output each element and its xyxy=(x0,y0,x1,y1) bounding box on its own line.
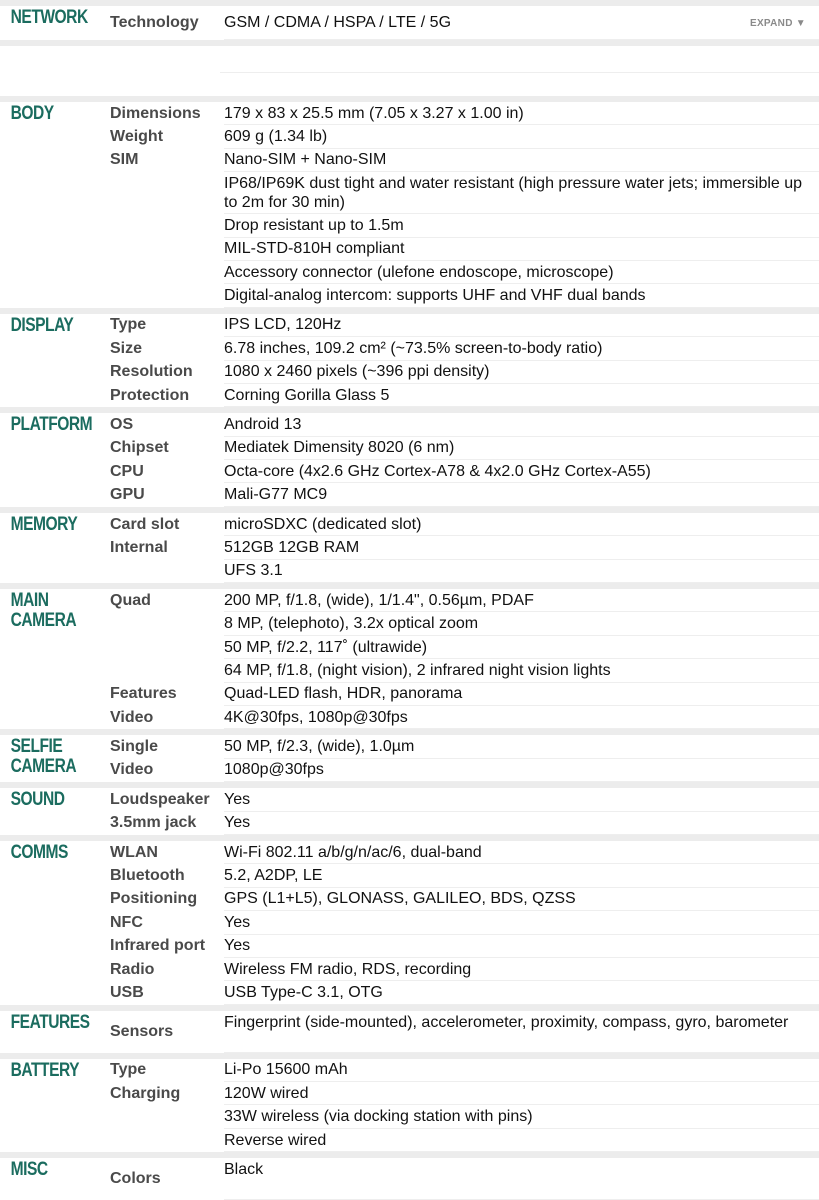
spec-value: USB Type-C 3.1, OTG xyxy=(224,981,819,1004)
expand-button[interactable]: EXPAND ▼ xyxy=(749,18,806,29)
spec-label[interactable]: OS xyxy=(110,415,134,433)
spec-row xyxy=(100,102,819,125)
spec-value: 609 g (1.34 lb) xyxy=(224,125,819,148)
spec-value: Wi-Fi 802.11 a/b/g/n/ac/6, dual-band xyxy=(224,841,819,864)
spec-row xyxy=(100,612,819,635)
spec-label[interactable]: Positioning xyxy=(110,890,198,908)
spec-label[interactable]: Video xyxy=(110,708,154,726)
spec-row xyxy=(100,1082,819,1105)
spec-row xyxy=(100,413,819,436)
spec-label[interactable]: Size xyxy=(110,339,143,357)
spec-label[interactable]: Single xyxy=(110,738,159,756)
spec-row xyxy=(100,384,819,407)
spec-value: MIL-STD-810H compliant xyxy=(224,238,819,261)
spec-row xyxy=(100,683,819,706)
spec-value: GPS (L1+L5), GLONASS, GALILEO, BDS, QZSS xyxy=(224,888,819,911)
spec-section-sound xyxy=(0,782,819,835)
spec-row xyxy=(100,735,819,758)
spec-value: 200 MP, f/1.8, (wide), 1/1.4", 0.56µm, PDAF xyxy=(224,589,819,612)
spec-label[interactable]: 3.5mm jack xyxy=(110,814,197,832)
spec-row xyxy=(100,261,819,284)
spec-label[interactable]: CPU xyxy=(110,462,144,480)
section-title[interactable]: NETWORK xyxy=(10,7,88,28)
spec-section-comms xyxy=(0,835,819,1005)
spec-value: IPS LCD, 120Hz xyxy=(224,314,819,337)
spec-row xyxy=(100,935,819,958)
spec-value: 120W wired xyxy=(224,1082,819,1105)
spec-label[interactable]: Type xyxy=(110,316,147,334)
spec-row xyxy=(100,636,819,659)
spec-row xyxy=(100,361,819,384)
spec-row xyxy=(100,841,819,864)
spec-value: Corning Gorilla Glass 5 xyxy=(224,384,819,407)
network-expand-area xyxy=(0,40,819,96)
spec-section-memory xyxy=(0,507,819,583)
spec-label[interactable]: SIM xyxy=(110,151,139,169)
section-title[interactable]: SOUND xyxy=(10,789,65,811)
spec-label[interactable]: Sensors xyxy=(110,1022,174,1040)
spec-value: Mali-G77 MC9 xyxy=(224,483,819,506)
spec-section-platform xyxy=(0,407,819,507)
spec-row xyxy=(100,888,819,911)
spec-label[interactable]: Infrared port xyxy=(110,937,206,955)
spec-label[interactable]: Charging xyxy=(110,1084,181,1102)
spec-row xyxy=(100,214,819,237)
spec-value: 1080p@30fps xyxy=(224,759,819,782)
divider xyxy=(220,72,819,73)
spec-row xyxy=(100,460,819,483)
spec-label[interactable]: USB xyxy=(110,983,144,1001)
spec-value: Drop resistant up to 1.5m xyxy=(224,214,819,237)
spec-section-features xyxy=(0,1005,819,1053)
spec-row xyxy=(100,284,819,307)
spec-label[interactable]: GPU xyxy=(110,486,145,504)
spec-row xyxy=(100,958,819,981)
spec-value: Reverse wired xyxy=(224,1129,819,1152)
spec-value: Yes xyxy=(224,935,819,958)
spec-value: IP68/IP69K dust tight and water resistant (high pressure water jets; immersible up to 2m for 30 min) xyxy=(224,172,819,214)
spec-row xyxy=(100,759,819,782)
spec-value: Wireless FM radio, RDS, recording xyxy=(224,958,819,981)
spec-row xyxy=(100,149,819,172)
section-title[interactable]: MEMORY xyxy=(10,513,78,535)
spec-value: 50 MP, f/2.2, 117˚ (ultrawide) xyxy=(224,636,819,659)
spec-value: Black xyxy=(224,1158,819,1200)
spec-value: Yes xyxy=(224,812,819,835)
spec-row xyxy=(100,314,819,337)
spec-label[interactable]: Bluetooth xyxy=(110,867,185,885)
section-title[interactable]: BATTERY xyxy=(10,1059,80,1081)
spec-label[interactable]: Internal xyxy=(110,538,168,556)
section-title[interactable]: DISPLAY xyxy=(10,314,74,336)
spec-label[interactable]: Card slot xyxy=(110,515,180,533)
spec-section-selfie-camera xyxy=(0,729,819,782)
spec-row xyxy=(100,238,819,261)
spec-value: 8 MP, (telephoto), 3.2x optical zoom xyxy=(224,612,819,635)
spec-row xyxy=(100,706,819,729)
spec-label[interactable]: Chipset xyxy=(110,439,169,457)
section-title[interactable]: MISC xyxy=(10,1159,48,1181)
spec-value: Digital-analog intercom: supports UHF and VHF dual bands xyxy=(224,284,819,307)
spec-row xyxy=(100,864,819,887)
spec-row xyxy=(100,981,819,1004)
spec-label[interactable]: Quad xyxy=(110,591,151,609)
spec-value: 64 MP, f/1.8, (night vision), 2 infrared night vision lights xyxy=(224,659,819,682)
section-title[interactable]: FEATURES xyxy=(10,1011,90,1033)
spec-section-main-camera xyxy=(0,583,819,729)
spec-row xyxy=(100,337,819,360)
spec-value: 4K@30fps, 1080p@30fps xyxy=(224,706,819,729)
spec-row xyxy=(100,513,819,536)
spec-label[interactable]: WLAN xyxy=(110,843,158,861)
section-title[interactable]: SELFIE CAMERA xyxy=(10,736,77,778)
spec-row xyxy=(100,1059,819,1082)
spec-row xyxy=(100,589,819,612)
spec-section-display xyxy=(0,308,819,408)
spec-label[interactable]: Colors xyxy=(110,1170,161,1188)
spec-row xyxy=(100,125,819,148)
spec-label[interactable]: Video xyxy=(110,761,154,779)
spec-label[interactable]: Dimensions xyxy=(110,104,201,122)
spec-label[interactable]: Features xyxy=(110,685,177,703)
spec-label[interactable]: Resolution xyxy=(110,363,193,381)
spec-value: 179 x 83 x 25.5 mm (7.05 x 3.27 x 1.00 in) xyxy=(224,102,819,125)
spec-label[interactable]: Weight xyxy=(110,128,164,146)
spec-value: UFS 3.1 xyxy=(224,560,819,583)
spec-value: 512GB 12GB RAM xyxy=(224,536,819,559)
spec-value: Quad-LED flash, HDR, panorama xyxy=(224,683,819,706)
spec-row xyxy=(100,1129,819,1152)
spec-value: microSDXC (dedicated slot) xyxy=(224,513,819,536)
spec-label[interactable]: Technology xyxy=(110,14,199,31)
spec-value: 6.78 inches, 109.2 cm² (~73.5% screen-to-body ratio) xyxy=(224,337,819,360)
section-title[interactable]: COMMS xyxy=(10,841,68,863)
spec-value: 1080 x 2460 pixels (~396 ppi density) xyxy=(224,361,819,384)
spec-value: Fingerprint (side-mounted), accelerometer, proximity, compass, gyro, barometer xyxy=(224,1011,819,1053)
spec-section-misc xyxy=(0,1152,819,1200)
section-title[interactable]: PLATFORM xyxy=(10,414,93,436)
spec-value: Nano-SIM + Nano-SIM xyxy=(224,149,819,172)
spec-value: Li-Po 15600 mAh xyxy=(224,1059,819,1082)
spec-label[interactable]: Protection xyxy=(110,386,190,404)
spec-row xyxy=(100,659,819,682)
spec-label[interactable]: Loudspeaker xyxy=(110,790,210,808)
spec-row xyxy=(100,483,819,506)
spec-section-body xyxy=(0,96,819,308)
spec-row xyxy=(100,1158,819,1200)
spec-label[interactable]: Radio xyxy=(110,960,155,978)
spec-value: Yes xyxy=(224,911,819,934)
spec-value: GSM / CDMA / HSPA / LTE / 5G xyxy=(224,6,819,40)
spec-value: 5.2, A2DP, LE xyxy=(224,864,819,887)
section-title[interactable]: MAIN CAMERA xyxy=(10,590,77,632)
spec-value: Octa-core (4x2.6 GHz Cortex-A78 & 4x2.0 GHz Cortex-A55) xyxy=(224,460,819,483)
spec-row xyxy=(100,536,819,559)
spec-row xyxy=(100,911,819,934)
spec-value: Yes xyxy=(224,788,819,811)
spec-row xyxy=(100,172,819,214)
spec-row xyxy=(100,788,819,811)
spec-section-network xyxy=(0,0,819,40)
spec-row xyxy=(100,1011,819,1053)
spec-value: 50 MP, f/2.3, (wide), 1.0µm xyxy=(224,735,819,758)
spec-value: Mediatek Dimensity 8020 (6 nm) xyxy=(224,437,819,460)
spec-value: Accessory connector (ulefone endoscope, microscope) xyxy=(224,261,819,284)
spec-row xyxy=(100,560,819,583)
section-title[interactable]: BODY xyxy=(10,103,54,124)
spec-label[interactable]: Type xyxy=(110,1061,147,1079)
spec-value: Android 13 xyxy=(224,413,819,436)
spec-row xyxy=(100,6,819,40)
spec-row xyxy=(100,812,819,835)
spec-section-battery xyxy=(0,1053,819,1153)
spec-label[interactable]: NFC xyxy=(110,913,143,931)
spec-row xyxy=(100,1105,819,1128)
spec-value: 33W wireless (via docking station with pins) xyxy=(224,1105,819,1128)
spec-row xyxy=(100,437,819,460)
